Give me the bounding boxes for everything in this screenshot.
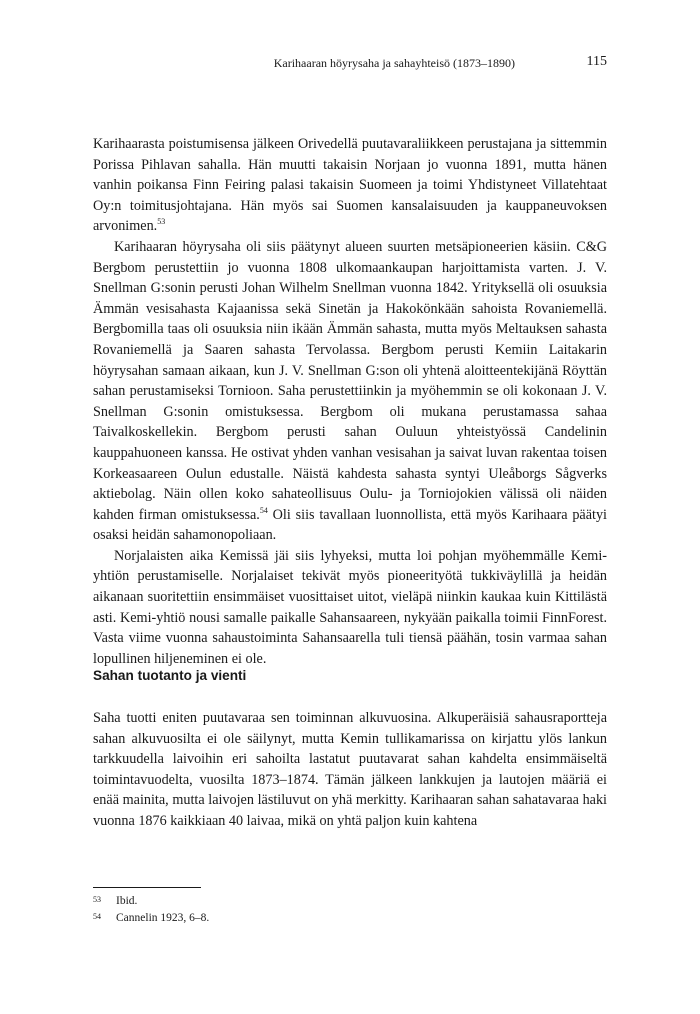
footnotes bbox=[93, 893, 607, 927]
paragraph-2-text: Karihaaran höyrysaha oli siis päätynyt alueen suurten metsäpioneerien käsiin. C&G Bergbom perustettiin jo vuonna 1808 ulkomaankaupan harjoittamista varten. J. V. Snellman G:sonin perusti Johan Wilhelm Snellman vuonna 1842. Yrityksellä oli osuuksia Ämmän vesisahasta Kajaanissa sekä Sinetän ja Hakokönkään sahoista Rovaniemellä. Bergbomilla taas oli osuuksia niin ikään Ämmän sahasta, mutta myös Meltauksen sahasta Rovaniemellä ja Saaren sahasta Tervolassa. Bergbom perusti Kemiin Laitakarin höyrysahan samaan aikaan, kun J. V. Snellman G:son oli yhtenä aloitteentekijänä Röyttän sahan perustamiseksi Tornioon. Saha perustettiinkin ja myöhemmin se oli kokonaan J. V. Snellman G:sonin omistuksessa. Bergbom oli mukana perustamassa sahaa Taivalkoskellekin. Bergbom perusti sahan Ouluun yhteistyössä Candelinin kauppahuoneen kanssa. He ostivat yhden vanhan vesisahan ja saivat luvan rakentaa toisen Korkeasaareen Oulun edustalle. Näistä kahdesta sahasta syntyi Uleåborgs Sågverks aktiebolag. Näin ollen koko sahateollisuus Oulu- ja Torniojokien välissä oli näiden kahden firman omistuksessa. bbox=[93, 238, 607, 523]
paragraph-3 bbox=[93, 546, 607, 670]
footnote-number: 53 bbox=[93, 895, 101, 904]
footnote-53 bbox=[93, 893, 607, 910]
section-paragraph: Saha tuotti eniten puutavaraa sen toiminnan alkuvuosina. Alkuperäisiä sahausraportteja sahan alkuvuosilta ei ole säilynyt, mutta Kemin tullikamarissa on kirjattu ylös lankun tarkkuudella laivoihin eri sahoilta lastatut puutavarat sahan kahdelta ensimmäiseltä toimintavuodelta, vuosilta 1873–1874. Tämän jälkeen lankkujen ja lautojen määriä ei enää mainita, mutta laivojen lästiluvut on yhä merkitty. Karihaaran sahan sahatavaraa haki vuonna 1876 kaikkiaan 40 laivaa, mikä on yhtä paljon kuin kahtena bbox=[93, 710, 607, 829]
paragraph-2-tail: Oli siis tavallaan luonnollista, että myös Karihaara päätyi osaksi heidän sahamonopoliaan. bbox=[93, 506, 608, 544]
footnote-ref-53: 53 bbox=[157, 217, 166, 227]
paragraph-1-text: Karihaarasta poistumisensa jälkeen Orivedellä puutavaraliikkeen perustajana ja sittemmin Porissa Pihlavan sahalla. Hän muutti takaisin Norjaan jo vuonna 1891, mutta hänen vanhin poikansa Finn Feiring palasi takaisin Suomeen ja toimi Yhdistyneet Villatehtaat Oy:n toimitusjohtajana. Hän myös sai Suomen kansalaisuuden ja kauppaneuvoksen arvonimen. bbox=[93, 136, 607, 235]
footnote-text: Cannelin 1923, 6–8. bbox=[116, 912, 210, 924]
paragraph-2 bbox=[93, 237, 607, 546]
footnote-54 bbox=[93, 910, 607, 927]
running-title: Karihaaran höyrysaha ja sahayhteisö (1873–1890) bbox=[273, 56, 515, 70]
body-text bbox=[93, 134, 607, 669]
section-heading: Sahan tuotanto ja vienti bbox=[93, 668, 247, 683]
footnote-text: Ibid. bbox=[116, 895, 138, 907]
page-number: 115 bbox=[586, 54, 607, 69]
paragraph-1 bbox=[93, 134, 607, 237]
paragraph-3-text: Norjalaisten aika Kemissä jäi siis lyhyeksi, mutta loi pohjan myöhemmälle Kemi-yhtiön perustamiselle. Norjalaiset tekivät myös pioneerityötä tukkiväylillä ja heidän aikanaan suoritettiin ensimmäiset vuosittaiset uitot, vieläpä niinkin kaukaa kuin Kittilästä asti. Kemi-yhtiö nousi samalle paikalle Sahansaareen, nykyään paikalla toimii FinnForest. Vasta viime vuonna sahaustoiminta Sahansaarella tuli tiensä päähän, tosin varmaa sahan lopullinen hiljeneminen ei ole. bbox=[93, 547, 607, 667]
footnote-rule bbox=[93, 887, 201, 888]
footnote-number: 54 bbox=[93, 912, 101, 921]
section-body bbox=[93, 708, 607, 832]
footnote-ref-54: 54 bbox=[259, 505, 268, 515]
running-head bbox=[93, 54, 607, 72]
